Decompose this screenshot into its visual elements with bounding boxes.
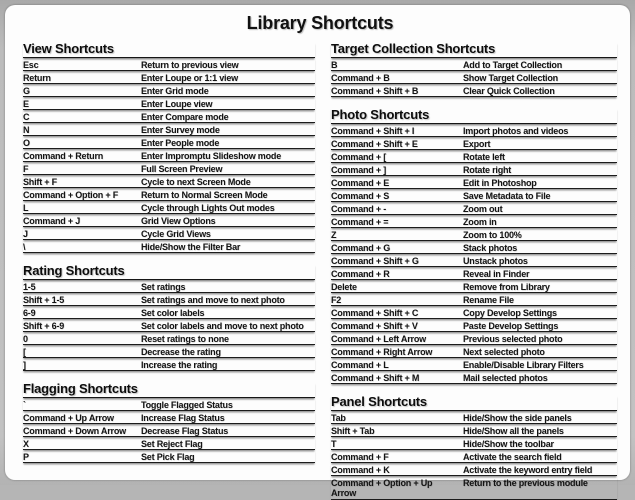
page-title: Library Shortcuts: [246, 13, 394, 33]
section-photo-shortcuts: [331, 108, 617, 384]
shortcut-key: Command + Shift + I: [331, 125, 415, 136]
shortcut-key: Command + B: [331, 72, 390, 83]
shortcut-row: [331, 137, 617, 150]
shortcut-row: [23, 240, 315, 253]
shortcut-row: [23, 306, 315, 319]
shortcut-key: G: [23, 85, 30, 96]
shortcut-action: Previous selected photo: [463, 333, 563, 344]
shortcut-action: Increase the rating: [141, 359, 218, 370]
shortcut-row: [23, 332, 315, 345]
shortcut-key: 0: [23, 333, 28, 344]
shortcut-key: Command + F: [331, 451, 389, 462]
shortcut-row: [23, 293, 315, 306]
shortcut-row: [23, 214, 315, 227]
section-view-shortcuts: [23, 42, 315, 253]
shortcut-action: Hide/Show the side panels: [463, 412, 572, 423]
columns-container: [23, 42, 617, 500]
shortcut-action: Unstack photos: [463, 255, 528, 266]
shortcut-key: Command + Right Arrow: [331, 346, 433, 357]
shortcut-key: Command + Shift + B: [331, 85, 419, 96]
shortcut-key: Command + Shift + G: [331, 255, 419, 266]
shortcut-key: O: [23, 137, 30, 148]
shortcut-row: [23, 280, 315, 293]
shortcut-key: Command + J: [23, 215, 81, 226]
shortcut-row: [331, 424, 617, 437]
shortcut-action: Copy Develop Settings: [463, 307, 557, 318]
shortcut-key: Command + [: [331, 151, 387, 162]
shortcut-row: [331, 202, 617, 215]
shortcut-key: Command + Shift + E: [331, 138, 418, 149]
left-column: [23, 42, 315, 500]
shortcut-row: [331, 280, 617, 293]
shortcut-action: Decrease the rating: [141, 346, 221, 357]
section-flagging-shortcuts: [23, 382, 315, 463]
shortcut-action: Enable/Disable Library Filters: [463, 359, 584, 370]
shortcut-key: Command + Shift + C: [331, 307, 419, 318]
shortcut-action: Rotate right: [463, 164, 512, 175]
shortcut-sheet: [5, 5, 630, 498]
shortcut-key: Command + Shift + V: [331, 320, 418, 331]
shortcut-key: Command + Option + Up Arrow: [331, 477, 433, 498]
shortcut-row: [331, 241, 617, 254]
shortcut-row: [23, 84, 315, 97]
shortcut-action: Enter Compare mode: [141, 111, 229, 122]
shortcut-action: Remove from Library: [463, 281, 550, 292]
shortcut-action: Decrease Flag Status: [141, 425, 229, 436]
shortcut-action: Zoom to 100%: [463, 229, 522, 240]
shortcut-key: Command + =: [331, 216, 389, 227]
shortcut-row: [331, 163, 617, 176]
shortcut-action: Zoom in: [463, 216, 497, 227]
shortcut-row: [331, 437, 617, 450]
shortcut-action: Enter Survey mode: [141, 124, 220, 135]
shortcut-action: Grid View Options: [141, 215, 216, 226]
shortcut-action: Enter People mode: [141, 137, 220, 148]
shortcut-key: Shift + 1-5: [23, 294, 65, 305]
shortcut-action: Set ratings: [141, 281, 186, 292]
shortcut-row: [23, 97, 315, 110]
shortcut-key: L: [23, 202, 29, 213]
shortcut-row: [331, 345, 617, 358]
shortcut-key: P: [23, 451, 29, 462]
shortcut-row: [23, 110, 315, 123]
shortcut-action: Cycle to next Screen Mode: [141, 176, 251, 187]
shortcut-key: Command + Down Arrow: [23, 425, 126, 436]
shortcut-row: [331, 293, 617, 306]
shortcut-row: [23, 450, 315, 463]
shortcut-key: Command + Shift + M: [331, 372, 420, 383]
shortcut-row: [331, 371, 617, 384]
shortcut-row: [331, 267, 617, 280]
shortcut-row: [331, 71, 617, 84]
shortcut-row: [331, 176, 617, 189]
shortcut-row: [331, 319, 617, 332]
shortcut-row: [331, 254, 617, 267]
shortcut-key: Command + Option + F: [23, 189, 119, 200]
section-target-collection-shortcuts: [331, 42, 617, 97]
shortcut-row: [23, 319, 315, 332]
shortcut-key: Command + Up Arrow: [23, 412, 114, 423]
shortcut-row: [23, 424, 315, 437]
shortcut-action: Enter Impromptu Slideshow mode: [141, 150, 282, 161]
shortcut-action: Enter Grid mode: [141, 85, 209, 96]
shortcut-row: [23, 58, 315, 71]
shortcut-action: Set color labels: [141, 307, 205, 318]
shortcut-row: [331, 215, 617, 228]
shortcut-key: Command + Left Arrow: [331, 333, 426, 344]
shortcut-key: Shift + 6-9: [23, 320, 65, 331]
shortcut-action: Hide/Show the toolbar: [463, 438, 554, 449]
shortcut-action: Set Reject Flag: [141, 438, 203, 449]
shortcut-row: [331, 411, 617, 424]
shortcut-key: C: [23, 111, 30, 122]
shortcut-key: Z: [331, 229, 337, 240]
shortcut-key: F: [23, 163, 29, 174]
shortcut-row: [331, 450, 617, 463]
shortcut-key: Command + R: [331, 268, 390, 279]
shortcut-action: Increase Flag Status: [141, 412, 225, 423]
shortcut-key: 6-9: [23, 307, 36, 318]
shortcut-key: E: [23, 98, 29, 109]
shortcut-action: Return to Normal Screen Mode: [141, 189, 268, 200]
shortcut-action: Hide/Show all the panels: [463, 425, 564, 436]
shortcut-key: Command + L: [331, 359, 389, 370]
shortcut-row: [23, 398, 315, 411]
shortcut-row: [23, 201, 315, 214]
shortcut-row: [331, 358, 617, 371]
shortcut-action: Show Target Collection: [463, 72, 558, 83]
shortcut-key: [: [23, 346, 26, 357]
shortcut-row: [23, 345, 315, 358]
right-column: [331, 42, 617, 500]
shortcut-row: [331, 84, 617, 97]
shortcut-key: 1-5: [23, 281, 36, 292]
shortcut-action: Edit in Photoshop: [463, 177, 537, 188]
shortcut-action: Import photos and videos: [463, 125, 569, 136]
shortcut-key: Command + S: [331, 190, 390, 201]
shortcut-action: Activate the search field: [463, 451, 562, 462]
shortcut-action: Rotate left: [463, 151, 505, 162]
section-rating-shortcuts: [23, 264, 315, 371]
shortcut-row: [331, 58, 617, 71]
shortcut-key: \: [23, 241, 26, 252]
shortcut-key: Return: [23, 72, 51, 83]
shortcut-row: [23, 136, 315, 149]
shortcut-action: Return to previous view: [141, 59, 239, 70]
section-title: Panel Shortcuts: [331, 395, 617, 411]
shortcut-key: Shift + Tab: [331, 425, 375, 436]
shortcut-action: Enter Loupe or 1:1 view: [141, 72, 238, 83]
shortcut-key: Command + K: [331, 464, 390, 475]
shortcut-action: Mail selected photos: [463, 372, 548, 383]
shortcut-row: [331, 124, 617, 137]
shortcut-row: [23, 358, 315, 371]
shortcut-action: Paste Develop Settings: [463, 320, 559, 331]
shortcut-action: Hide/Show the Filter Bar: [141, 241, 241, 252]
shortcut-row: [23, 188, 315, 201]
shortcut-action: Save Metadata to File: [463, 190, 551, 201]
shortcut-action: Export: [463, 138, 491, 149]
shortcut-row: [23, 123, 315, 136]
shortcut-action: Reveal in Finder: [463, 268, 530, 279]
shortcut-action: Cycle through Lights Out modes: [141, 202, 275, 213]
section-title: Rating Shortcuts: [23, 264, 315, 280]
shortcut-key: Command + E: [331, 177, 390, 188]
shortcut-key: F2: [331, 294, 342, 305]
shortcut-key: Command + G: [331, 242, 391, 253]
shortcut-action: Reset ratings to none: [141, 333, 229, 344]
shortcut-action: Enter Loupe view: [141, 98, 213, 109]
shortcut-action: Cycle Grid Views: [141, 228, 211, 239]
shortcut-row: [331, 476, 617, 500]
shortcut-row: [23, 227, 315, 240]
shortcut-action: Zoom out: [463, 203, 503, 214]
shortcut-key: Tab: [331, 412, 346, 423]
shortcut-key: Shift + F: [23, 176, 57, 187]
shortcut-key: Command + -: [331, 203, 387, 214]
shortcut-key: Command + ]: [331, 164, 387, 175]
shortcut-key: X: [23, 438, 29, 449]
section-title: Flagging Shortcuts: [23, 382, 315, 398]
shortcut-row: [23, 437, 315, 450]
section-title: Target Collection Shortcuts: [331, 42, 617, 58]
shortcut-action: Set ratings and move to next photo: [141, 294, 285, 305]
shortcut-action: Activate the keyword entry field: [463, 464, 593, 475]
shortcut-action: Clear Quick Collection: [463, 85, 555, 96]
shortcut-key: Delete: [331, 281, 357, 292]
shortcut-action: Toggle Flagged Status: [141, 399, 233, 410]
shortcut-action: Rename File: [463, 294, 514, 305]
shortcut-action: Set color labels and move to next photo: [141, 320, 304, 331]
shortcut-key: N: [23, 124, 30, 135]
section-title: Photo Shortcuts: [331, 108, 617, 124]
shortcut-key: T: [331, 438, 337, 449]
shortcut-row: [23, 411, 315, 424]
shortcut-action: Full Screen Preview: [141, 163, 223, 174]
shortcut-row: [331, 463, 617, 476]
shortcut-action: Set Pick Flag: [141, 451, 195, 462]
shortcut-row: [331, 228, 617, 241]
shortcut-row: [331, 150, 617, 163]
shortcut-row: [23, 71, 315, 84]
shortcut-action: Stack photos: [463, 242, 518, 253]
shortcut-row: [331, 306, 617, 319]
shortcut-action: Add to Target Collection: [463, 59, 563, 70]
shortcut-key: Command + Return: [23, 150, 104, 161]
shortcut-key: ]: [23, 359, 26, 370]
shortcut-row: [23, 175, 315, 188]
section-title: View Shortcuts: [23, 42, 315, 58]
shortcut-key: B: [331, 59, 338, 70]
shortcut-row: [23, 162, 315, 175]
shortcut-action: Next selected photo: [463, 346, 545, 357]
section-panel-shortcuts: [331, 395, 617, 500]
shortcut-key: Esc: [23, 59, 39, 70]
shortcut-row: [331, 332, 617, 345]
shortcut-row: [23, 149, 315, 162]
shortcut-action: Return to the previous module: [463, 477, 588, 488]
shortcut-key: `: [23, 399, 26, 410]
shortcut-key: J: [23, 228, 28, 239]
shortcut-row: [331, 189, 617, 202]
